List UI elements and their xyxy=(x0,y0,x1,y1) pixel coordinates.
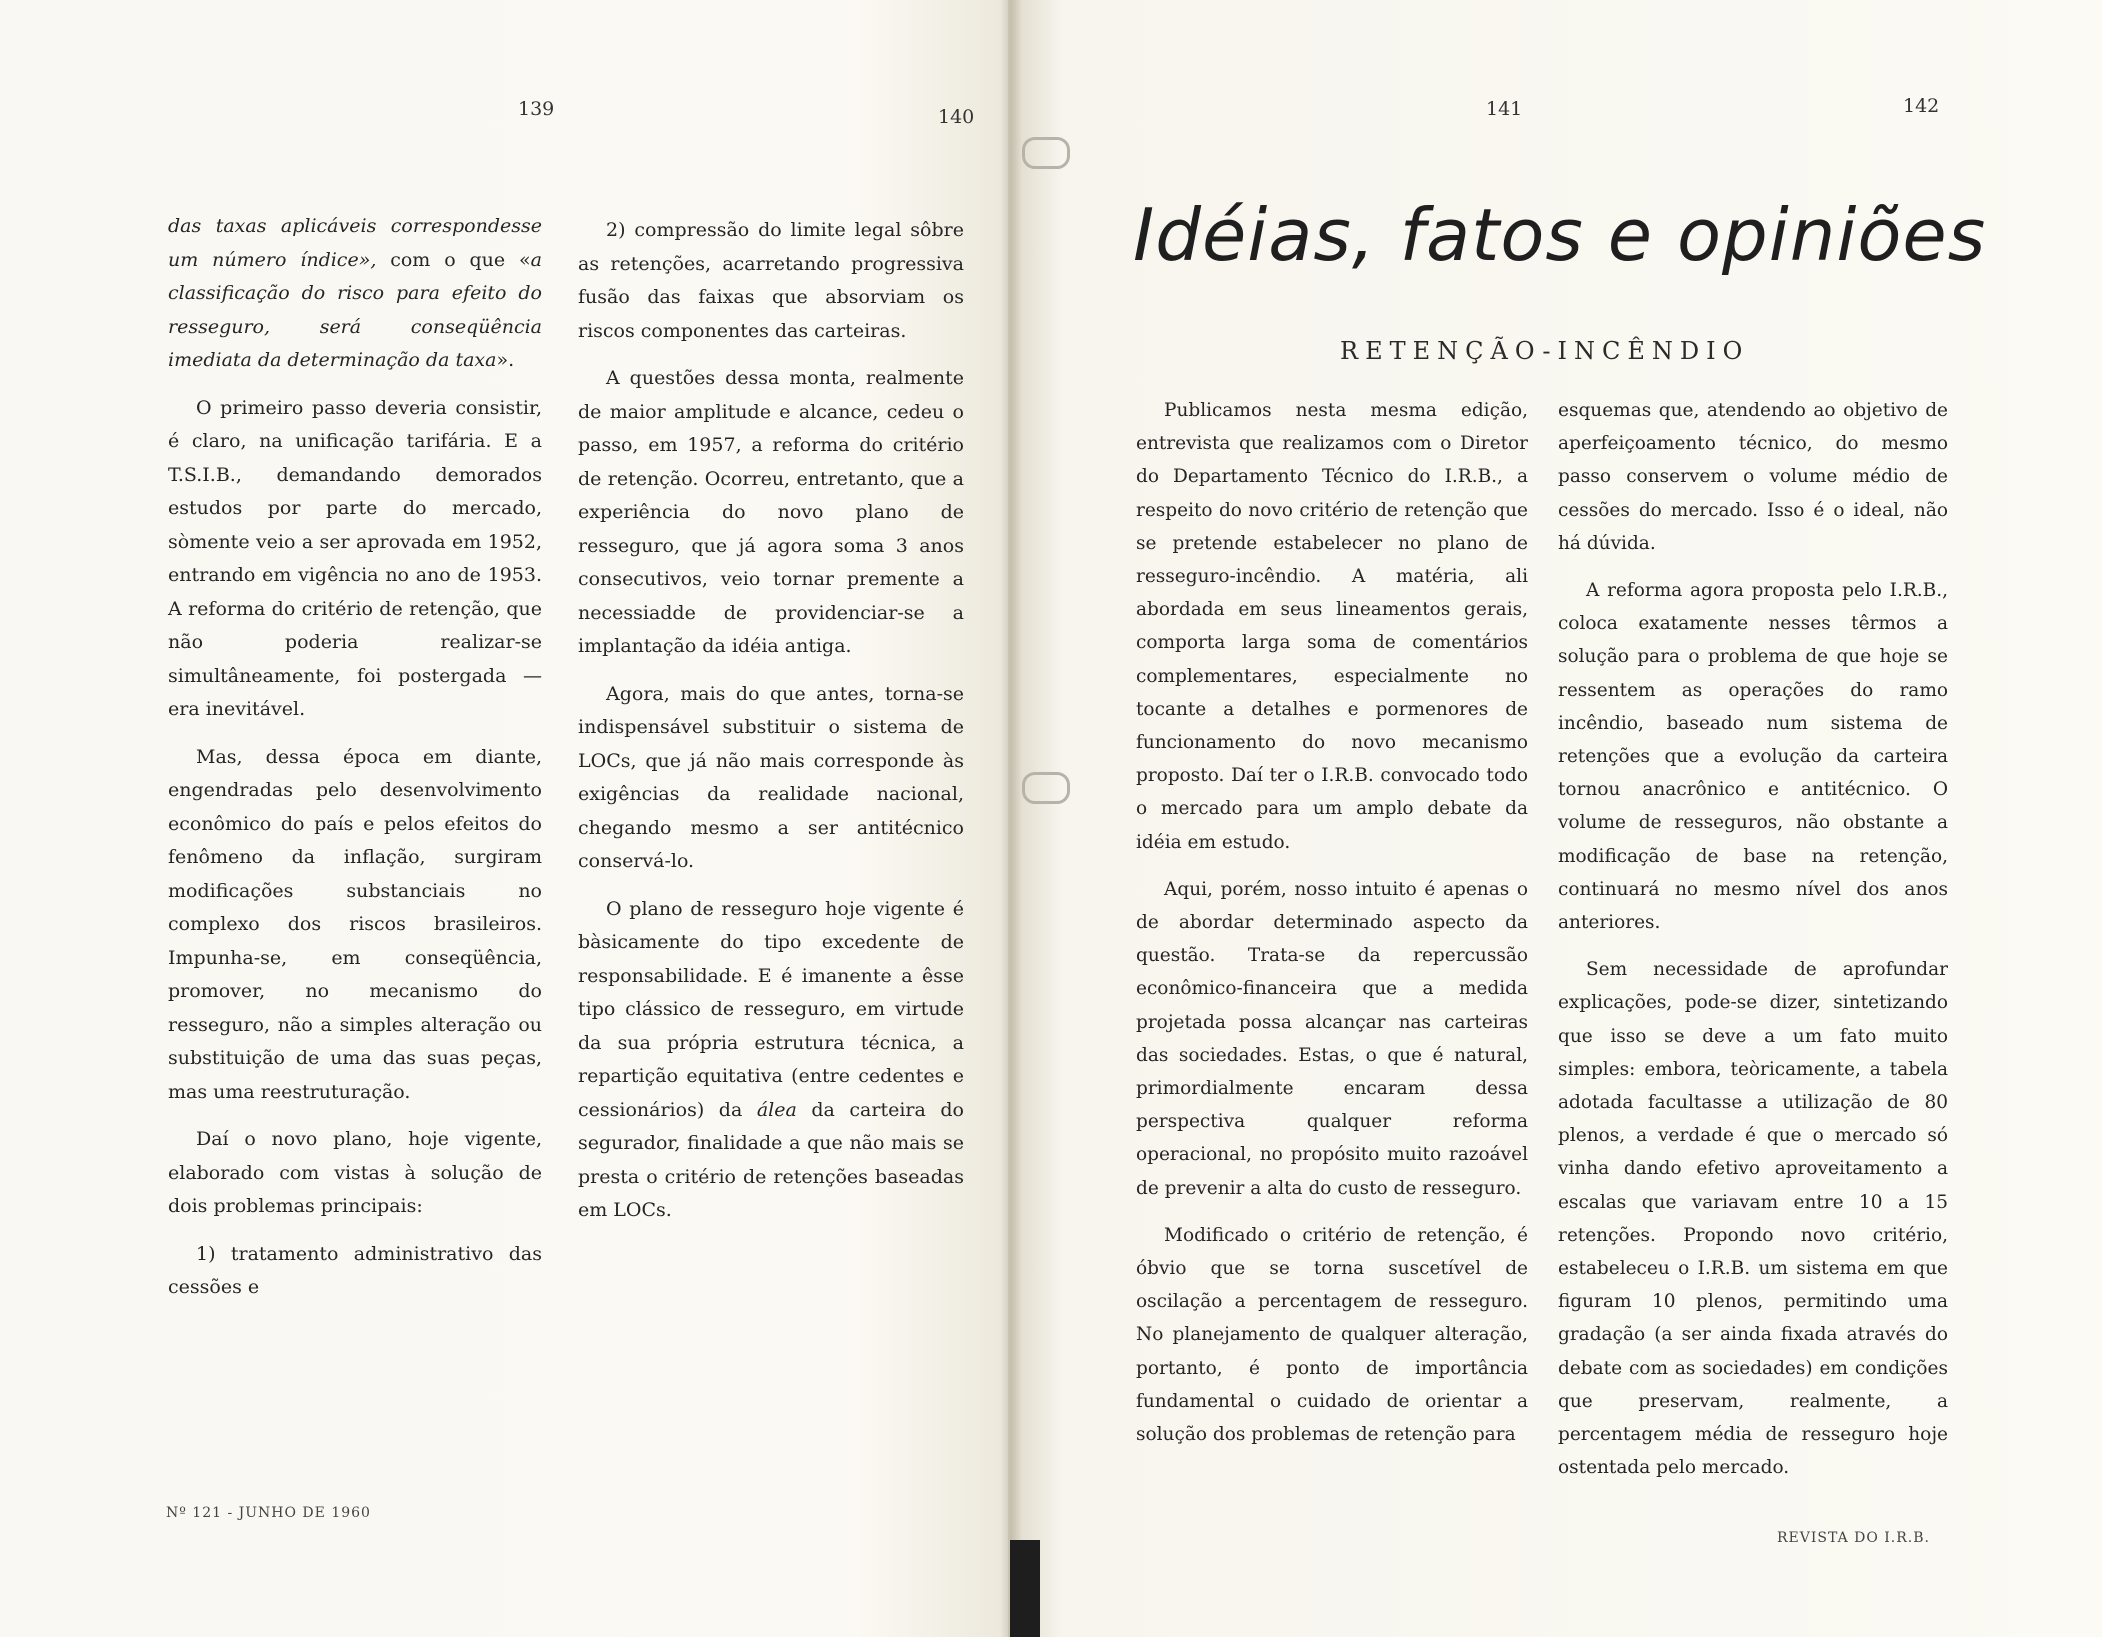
italic-word: álea xyxy=(756,1098,797,1121)
paragraph: Publicamos nesta mesma edição, entrevista que realizamos com o Diretor do Departamento Técnico do I.R.B., a respeito do novo critério de retenção que se pretende estabelecer no plano de resseguro-incêndio. A matéria, ali abordada em seus lineamentos gerais, comporta larga soma de comentários complementares, especialmente no tocante a detalhes e pormenores de funcionamento do novo mecanismo proposto. Daí ter o I.R.B. convocado todo o mercado para um amplo debate da idéia em estudo. xyxy=(1136,400,1528,853)
spine-edge xyxy=(1010,1540,1040,1637)
quote-italic: a classificação do risco para efeito do resseguro, será conseqüência imediata da determinação da taxa xyxy=(168,248,542,371)
book-gutter xyxy=(1000,0,1022,1637)
paragraph: Sem necessidade de aprofundar explicações, pode-se dizer, sintetizando que isso se deve a um fato muito simples: embora, teòricamente, a tabela adotada facultasse a utilização de 80 plenos, a verdade é que o mercado só vinha dando efetivo aproveitamento a escalas que variavam entre 10 a 15 retenções. Propondo novo critério, estabeleceu o I.R.B. um sistema em que figuram 10 plenos, permitindo uma gradação (a ser ainda fixada através do debate com as sociedades) em condições que preservam, realmente, a percentagem média de resseguro hoje ostentada pelo mercado. xyxy=(1558,959,1948,1479)
paragraph xyxy=(578,893,964,1228)
text-span: O plano de resseguro hoje vigente é bàsicamente do tipo excedente de responsabilidade. E é imanente a êsse tipo clássico de resseguro, em virtude da sua própria estrutura técnica, a repartição equitativa (entre cedentes e cessionários) da xyxy=(578,897,964,1121)
column-page-139 xyxy=(168,210,542,1319)
quote-italic: das taxas aplicáveis correspondesse um número índice», xyxy=(168,215,542,271)
paragraph: Mas, dessa época em diante, engendradas pelo desenvolvimento econômico do país e pelos efeitos do fenômeno da inflação, surgiram modificações substanciais no complexo dos riscos brasileiros. Impunha-se, em conseqüência, promover, no mecanismo do resseguro, não a simples alteração ou substituição de uma das suas peças, mas uma reestruturação. xyxy=(168,745,542,1103)
text-span: da carteira do segurador, finalidade a que não mais se presta o critério de retenções baseadas em LOCs. xyxy=(578,1098,964,1221)
paragraph: A questões dessa monta, realmente de maior amplitude e alcance, cedeu o passo, em 1957, a reforma do critério de retenção. Ocorreu, entretanto, que a experiência do novo plano de resseguro, que já agora soma 3 anos consecutivos, veio tornar premente a necessiadde de providenciar-se a implantação da idéia antiga. xyxy=(578,367,964,657)
paragraph: esquemas que, atendendo ao objetivo de aperfeiçoamento técnico, do mesmo passo conservem o volume médio de cessões do mercado. Isso é o ideal, não há dúvida. xyxy=(1558,400,1948,554)
paragraph: A reforma agora proposta pelo I.R.B., coloca exatamente nesses têrmos a solução para o problema de que hoje se ressentem as operações do ramo incêndio, baseado num sistema de retenções que a evolução da carteira tornou anacrônico e antitécnico. O volume de resseguros, não obstante a modificação de base na retenção, continuará no mesmo nível dos anos anteriores. xyxy=(1558,580,1948,934)
page-number-142: 142 xyxy=(1903,95,1940,117)
column-page-141 xyxy=(1136,394,1528,1465)
page-number-140: 140 xyxy=(938,106,975,128)
staple-bottom xyxy=(1022,772,1070,804)
text-span: com o que « xyxy=(376,248,531,271)
staple-top xyxy=(1022,137,1070,169)
footer-publication: REVISTA DO I.R.B. xyxy=(1777,1530,1930,1546)
paragraph: Daí o novo plano, hoje vigente, elaborado com vistas à solução de dois problemas principais: xyxy=(168,1128,542,1217)
article-title: RETENÇÃO-INCÊNDIO xyxy=(1340,337,1750,365)
text-span: ». xyxy=(496,349,515,371)
page-number-141: 141 xyxy=(1486,98,1523,120)
section-heading: Idéias, fatos e opiniões xyxy=(1133,193,1987,277)
paragraph: Agora, mais do que antes, torna-se indispensável substituir o sistema de LOCs, que já não mais corresponde às exigências da realidade nacional, chegando mesmo a ser antitécnico conservá-lo. xyxy=(578,682,964,872)
page-number-139: 139 xyxy=(518,98,555,120)
footer-issue: Nº 121 - JUNHO DE 1960 xyxy=(166,1505,371,1521)
paragraph: 1) tratamento administrativo das cessões e xyxy=(168,1242,542,1298)
column-page-142 xyxy=(1558,394,1948,1499)
paragraph: 2) compressão do limite legal sôbre as retenções, acarretando progressiva fusão das faixas que absorviam os riscos componentes das carteiras. xyxy=(578,219,964,342)
paragraph: O primeiro passo deveria consistir, é claro, na unificação tarifária. E a T.S.I.B., demandando demorados estudos por parte do mercado, sòmente veio a ser aprovada em 1952, entrando em vigência no ano de 1953. A reforma do critério de retenção, que não poderia realizar-se simultâneamente, foi postergada — era inevitável. xyxy=(168,396,542,720)
paragraph: Modificado o critério de retenção, é óbvio que se torna suscetível de oscilação a percentagem de resseguro. No planejamento de qualquer alteração, portanto, é ponto de importância fundamental o cuidado de orientar a solução dos problemas de retenção para xyxy=(1136,1224,1528,1446)
paragraph: Aqui, porém, nosso intuito é apenas o de abordar determinado aspecto da questão. Trata-se da repercussão econômico-financeira que a medida projetada possa alcançar nas carteiras das sociedades. Estas, o que é natural, primordialmente encaram dessa perspectiva qualquer reforma operacional, no propósito muito razoável de prevenir a alta do custo de resseguro. xyxy=(1136,878,1528,1199)
paragraph xyxy=(168,210,542,378)
column-page-140 xyxy=(578,214,964,1242)
